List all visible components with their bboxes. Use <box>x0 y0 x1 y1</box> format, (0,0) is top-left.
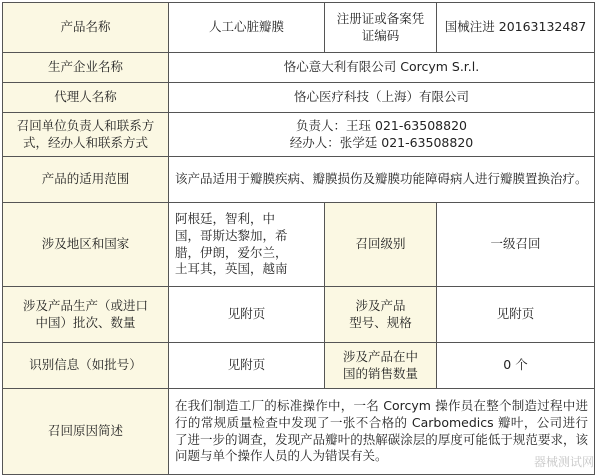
contact-label-line2: 式，经办人和联系方式 <box>22 134 148 150</box>
scope-label: 产品的适用范围 <box>3 157 169 203</box>
batch-label-line1: 涉及产品生产（或进口 <box>22 297 148 313</box>
sales-label-line1: 涉及产品在中 <box>342 348 418 364</box>
batch-value: 见附页 <box>169 287 325 343</box>
ident-value: 见附页 <box>169 343 325 389</box>
model-value: 见附页 <box>437 287 595 343</box>
product-name-value: 人工心脏瓣膜 <box>169 3 325 53</box>
row-scope <box>3 157 595 203</box>
contact-handler: 经办人：张学廷 021-63508820 <box>289 134 474 150</box>
batch-label <box>3 287 169 343</box>
row-manufacturer <box>3 53 595 83</box>
regions-line: 阿根廷，智利，中 <box>175 210 276 226</box>
sales-label-line2: 国的销售数量 <box>342 365 418 381</box>
regions-label: 涉及地区和国家 <box>3 203 169 287</box>
agent-label: 代理人名称 <box>3 83 169 113</box>
model-label-line2: 型号、规格 <box>349 314 412 330</box>
registration-value: 国械注进 20163132487 <box>437 3 595 53</box>
row-ident <box>3 343 595 389</box>
reason-label: 召回原因简述 <box>3 389 169 475</box>
row-reason <box>3 389 595 475</box>
sales-label <box>325 343 437 389</box>
model-label <box>325 287 437 343</box>
scope-value: 该产品适用于瓣膜疾病、瓣膜损伤及瓣膜功能障碍病人进行瓣膜置换治疗。 <box>169 157 595 203</box>
regions-line: 土耳其，英国，越南 <box>175 261 288 277</box>
manufacturer-value: 恪心意大利有限公司 Corcym S.r.l. <box>169 53 595 83</box>
row-agent <box>3 83 595 113</box>
agent-value: 恪心医疗科技（上海）有限公司 <box>169 83 595 113</box>
watermark: 器械测试网 <box>533 455 594 469</box>
row-regions <box>3 203 595 287</box>
model-label-line1: 涉及产品 <box>355 297 406 313</box>
contact-label-line1: 召回单位负责人和联系方 <box>16 117 155 133</box>
regions-line: 国，哥斯达黎加，希 <box>175 227 288 243</box>
regions-value <box>169 203 325 287</box>
regions-line: 腊，伊朗，爱尔兰， <box>175 244 288 260</box>
reason-value: 在我们制造工厂的标准操作中，一名 Corcym 操作员在整个制造过程中进行的常规质量检查中发现了一张不合格的 Carbomedics 瓣叶，公司进行了进一步的调查，发现产品瓣叶的热解碳涂层的厚度可能低于规范要求，该问题与单个操作人员的人为错误有关。 <box>169 389 595 475</box>
recall-level-label: 召回级别 <box>325 203 437 287</box>
recall-level-value: 一级召回 <box>437 203 595 287</box>
row-product <box>3 3 595 53</box>
row-batch <box>3 287 595 343</box>
sales-value: 0 个 <box>437 343 595 389</box>
recall-info-table <box>2 2 595 475</box>
contact-label <box>3 113 169 157</box>
contact-responsible: 负责人：王珏 021-63508820 <box>296 117 467 133</box>
manufacturer-label: 生产企业名称 <box>3 53 169 83</box>
row-contact <box>3 113 595 157</box>
product-name-label: 产品名称 <box>3 3 169 53</box>
batch-label-line2: 中国）批次、数量 <box>35 314 136 330</box>
ident-label: 识别信息（如批号） <box>3 343 169 389</box>
contact-value <box>169 113 595 157</box>
registration-label: 注册证或备案凭证编码 <box>325 3 437 53</box>
